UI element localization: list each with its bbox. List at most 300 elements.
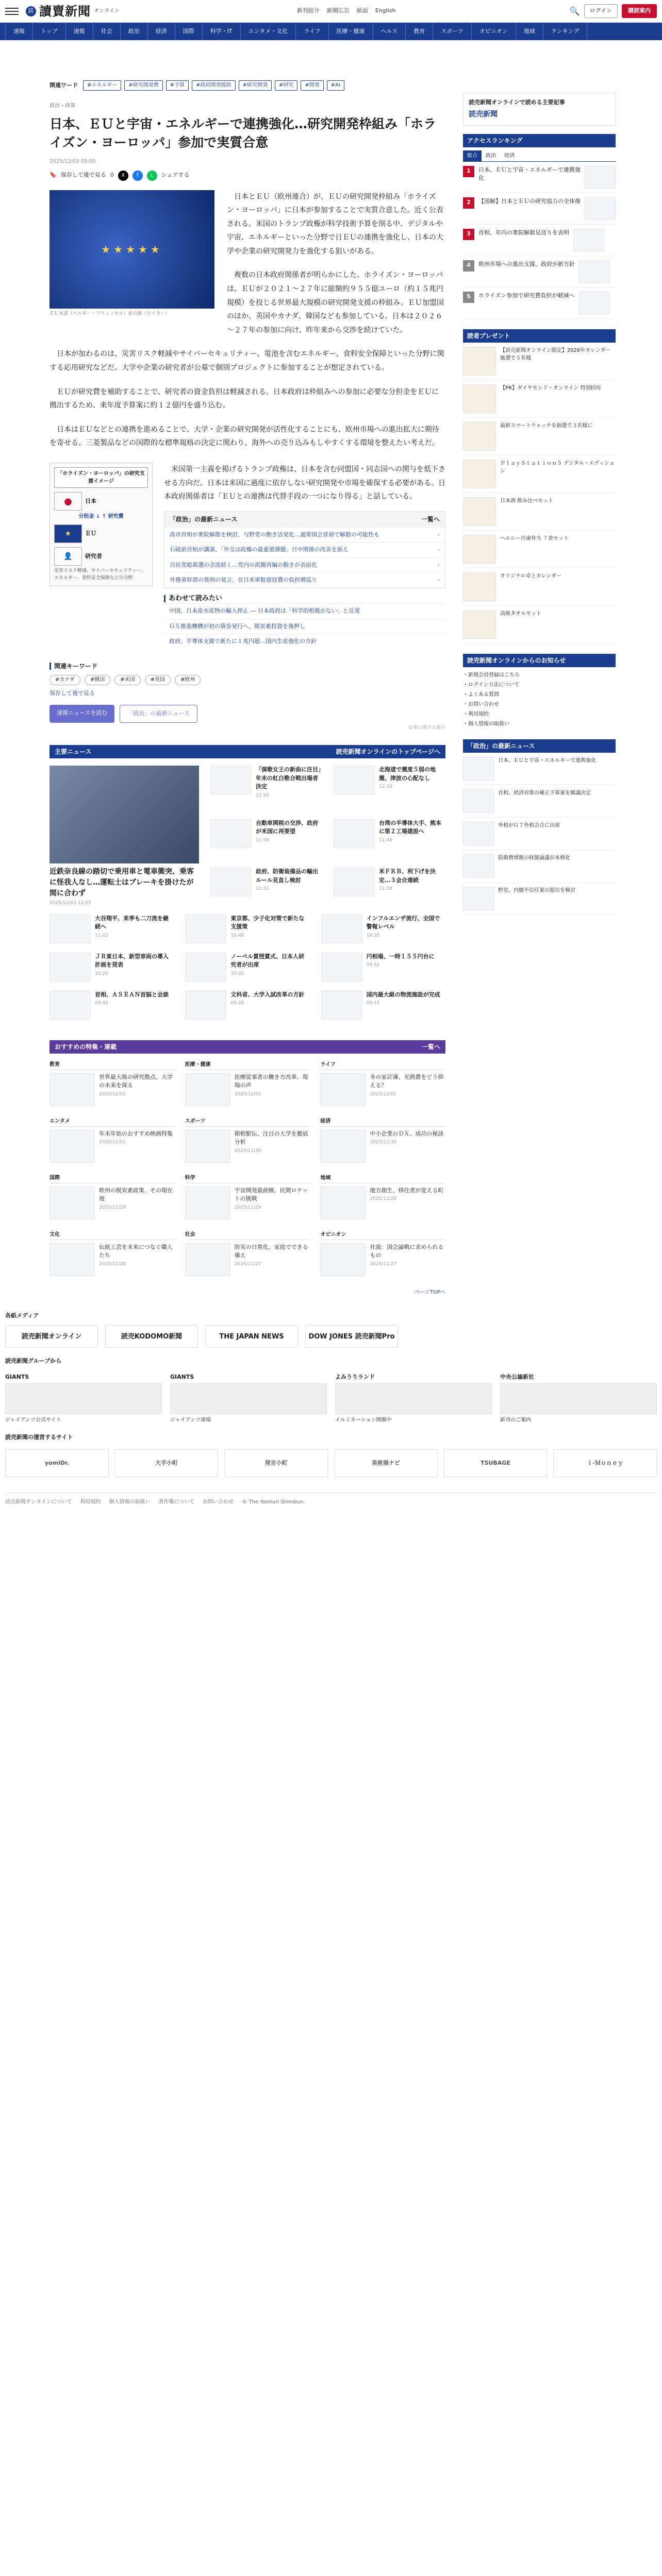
feature-title[interactable]: 防災の日常化、家庭でできる備え bbox=[234, 1243, 308, 1259]
news-thumbnail[interactable] bbox=[334, 868, 375, 896]
news-date: 10:05 bbox=[230, 971, 244, 976]
article-hero bbox=[49, 190, 445, 337]
news-title[interactable]: 政府、防衛装備品の輸出ルール見直し検討 bbox=[256, 868, 318, 884]
news-title[interactable]: 国内最大級の物流施設が完成 bbox=[366, 991, 440, 998]
news-text bbox=[367, 914, 445, 943]
gift-title[interactable]: ヘルシー冷凍弁当 ７食セット bbox=[500, 535, 569, 541]
nav-item[interactable]: 地域 bbox=[516, 23, 543, 40]
news-item[interactable] bbox=[334, 819, 445, 859]
news-title[interactable]: 円相場、一時１５５円台に bbox=[366, 953, 435, 960]
feature-title[interactable]: 宇宙開発最前線、民間ロケットの挑戦 bbox=[234, 1187, 308, 1202]
sidebar bbox=[463, 40, 616, 1296]
latest-title[interactable]: 野党、内閣不信任案の提出を検討 bbox=[498, 887, 575, 893]
features-more[interactable]: 一覧へ bbox=[421, 1043, 440, 1050]
nav-item[interactable]: 速報 bbox=[5, 23, 33, 40]
news-item[interactable] bbox=[49, 953, 174, 981]
feature-title[interactable]: 中小企業のＤＸ、成功の秘訣 bbox=[370, 1130, 444, 1137]
gift-title[interactable]: 最新スマートウォッチを抽選で３名様に bbox=[500, 422, 593, 429]
header-link[interactable]: 新刊紹介 bbox=[296, 7, 320, 14]
group-thumbnail[interactable] bbox=[335, 1383, 492, 1414]
news-thumbnail[interactable] bbox=[185, 953, 226, 981]
news-item[interactable] bbox=[321, 991, 445, 1020]
group-thumbnail[interactable] bbox=[5, 1383, 162, 1414]
ranking-tab[interactable]: 総合 bbox=[463, 150, 482, 161]
group-item-head: GIANTS bbox=[170, 1373, 194, 1380]
feature-category: 科学 bbox=[185, 1174, 310, 1183]
topic-item-title: 中国、日本産水産物の輸入停止 ― 日本政府は「科学的根拠がない」と反発 bbox=[169, 607, 360, 615]
save-later-bottom[interactable]: 保存して後で見る bbox=[49, 689, 95, 697]
nav-item[interactable]: 政治 bbox=[121, 23, 148, 40]
feature-title[interactable]: 箱根駅伝、注目の大学を徹底分析 bbox=[234, 1130, 308, 1146]
feature-title[interactable]: 地方創生、移住者が変える町 bbox=[370, 1187, 444, 1194]
latest-thumbnail[interactable] bbox=[463, 854, 494, 878]
news-text bbox=[256, 819, 322, 859]
nav-item[interactable]: ランキング bbox=[543, 23, 588, 40]
nav-item[interactable]: ヘルス bbox=[373, 23, 406, 40]
feature-body bbox=[320, 1073, 445, 1106]
header-link[interactable]: 紙面 bbox=[356, 7, 368, 14]
news-thumbnail[interactable] bbox=[49, 914, 91, 943]
ranking-number: 1 bbox=[463, 166, 474, 177]
login-button[interactable]: ログイン bbox=[584, 4, 618, 18]
related-tag[interactable]: #政府開発援助 bbox=[192, 80, 235, 91]
share-count: 0 bbox=[110, 172, 114, 179]
nav-item[interactable]: スポーツ bbox=[433, 23, 472, 40]
feature-text bbox=[235, 1243, 310, 1276]
latest-title[interactable]: 防衛費増額の財源論議が本格化 bbox=[498, 855, 570, 861]
group-thumbnail[interactable] bbox=[170, 1383, 327, 1414]
diagram-title: 「ホライズン・ヨーロッパ」の研究支援イメージ bbox=[54, 467, 148, 488]
news-thumbnail[interactable] bbox=[210, 819, 252, 848]
ranking-thumbnail[interactable] bbox=[579, 260, 610, 283]
latest-title[interactable]: 外相がＧ７外相会合に出席 bbox=[498, 822, 560, 828]
feature-text bbox=[370, 1187, 443, 1219]
related-item-title: 外務省幹部の異例の発言、在日米軍駐留経費の負担増巡り bbox=[170, 577, 317, 584]
header-link[interactable]: 新聞広告 bbox=[326, 7, 350, 14]
news-item[interactable] bbox=[321, 914, 445, 943]
feature-thumbnail[interactable] bbox=[49, 1187, 95, 1219]
related-tag[interactable]: #研究開発費 bbox=[124, 80, 162, 91]
related-item[interactable] bbox=[164, 557, 445, 573]
member-link[interactable]: ・ お問い合わせ bbox=[463, 700, 616, 709]
gift-thumbnail[interactable] bbox=[463, 610, 496, 639]
share-more-link[interactable]: シェアする bbox=[161, 172, 190, 179]
news-date: 12:10 bbox=[379, 784, 392, 790]
main-news-more[interactable]: 読売新聞オンラインのトップページへ bbox=[336, 748, 440, 756]
ranking-title[interactable]: ホライズン参加で研究費負担が軽減へ bbox=[478, 292, 575, 299]
gift-title[interactable]: オリジナル卓上カレンダー bbox=[500, 573, 561, 579]
feature-title[interactable]: 社説：国会論戦に求められるもの bbox=[370, 1243, 444, 1259]
news-date: 10:20 bbox=[95, 971, 108, 976]
news-thumbnail[interactable] bbox=[185, 991, 226, 1020]
ranking-title[interactable]: 欧州市場への進出支援、政府が新方針 bbox=[478, 260, 575, 267]
site-logo[interactable]: 大手小町 bbox=[115, 1449, 219, 1477]
news-thumbnail[interactable] bbox=[334, 766, 375, 794]
feature-item[interactable] bbox=[185, 1174, 310, 1219]
feature-thumbnail[interactable] bbox=[320, 1130, 366, 1163]
features-head: おすすめの特集・連載 bbox=[55, 1043, 117, 1050]
news-text bbox=[230, 953, 309, 981]
news-item[interactable] bbox=[321, 953, 445, 981]
member-link[interactable]: ・ ログイン方法について bbox=[463, 680, 616, 690]
article-continuation bbox=[164, 463, 445, 649]
news-thumbnail[interactable] bbox=[210, 766, 252, 794]
save-later-link[interactable]: 保存して後で見る bbox=[60, 172, 106, 179]
related-item[interactable] bbox=[164, 572, 445, 588]
feature-title[interactable]: 伝統工芸を未来につなぐ職人たち bbox=[99, 1243, 173, 1259]
latest-thumbnail[interactable] bbox=[463, 789, 494, 813]
site-logo[interactable]: yomiDr. bbox=[5, 1449, 109, 1477]
news-item[interactable] bbox=[185, 991, 309, 1020]
search-icon[interactable]: 🔍 bbox=[569, 6, 580, 16]
latest-item[interactable] bbox=[463, 818, 616, 850]
menu-icon[interactable] bbox=[5, 5, 19, 18]
news-item[interactable] bbox=[210, 819, 322, 859]
feature-title[interactable]: 冬の家計簿、光熱費をどう抑える？ bbox=[370, 1073, 444, 1089]
member-link[interactable]: ・ 利用規約 bbox=[463, 709, 616, 719]
feature-title[interactable]: 医療従事者の働き方改革、現場の声 bbox=[234, 1073, 308, 1089]
feature-thumbnail[interactable] bbox=[49, 1073, 95, 1106]
nav-item[interactable]: 経済 bbox=[148, 23, 175, 40]
news-thumbnail[interactable] bbox=[334, 819, 375, 848]
ranking-item[interactable] bbox=[463, 193, 616, 225]
gift-title[interactable]: 高級タオルセット bbox=[500, 611, 541, 617]
news-title[interactable]: ＪＲ東日本、新型車両の導入計画を発表 bbox=[95, 953, 169, 969]
group-thumbnail[interactable] bbox=[500, 1383, 657, 1414]
footer-link[interactable]: 利用規約 bbox=[80, 1499, 101, 1505]
feature-title[interactable]: 欧州の脱炭素政策、その現在地 bbox=[99, 1187, 173, 1202]
ranking-thumbnail[interactable] bbox=[579, 292, 610, 314]
footer-link[interactable]: 著作権について bbox=[158, 1499, 195, 1505]
report-link[interactable]: 記事に関する報告 bbox=[408, 725, 445, 731]
nav-item[interactable]: 教育 bbox=[406, 23, 433, 40]
line-share-icon[interactable]: L bbox=[147, 171, 157, 181]
related-tag[interactable]: #開発 bbox=[301, 80, 323, 91]
group-item[interactable] bbox=[5, 1373, 162, 1425]
media-head: 各紙メディア bbox=[5, 1312, 39, 1319]
site-logo[interactable] bbox=[26, 2, 120, 21]
related-tag[interactable]: #研究 bbox=[275, 80, 297, 91]
footer-link[interactable]: 読売新聞オンラインについて bbox=[5, 1499, 72, 1505]
news-title[interactable]: 「演歌女王の新曲に注目」年末の紅白歌合戦出場者決定 bbox=[256, 766, 321, 790]
news-title[interactable]: 大谷翔平、来季も二刀流を継続へ bbox=[95, 914, 169, 930]
news-item[interactable] bbox=[210, 766, 322, 810]
top-story[interactable] bbox=[49, 766, 199, 907]
latest-item[interactable] bbox=[463, 883, 616, 915]
feature-text bbox=[235, 1187, 310, 1219]
group-item-head: GIANTS bbox=[5, 1373, 29, 1380]
ranking-thumbnail[interactable] bbox=[585, 197, 616, 220]
gift-thumbnail[interactable] bbox=[463, 497, 496, 526]
related-tag[interactable]: #エネルギー bbox=[83, 80, 121, 91]
footer-link[interactable]: © The Yomiuri Shimbun. bbox=[242, 1499, 305, 1505]
feature-thumbnail[interactable] bbox=[185, 1187, 230, 1219]
ranking-title[interactable]: 首相、年内の衆院解散見送りを表明 bbox=[478, 229, 569, 236]
nav-item[interactable]: 国際 bbox=[175, 23, 203, 40]
topic-item[interactable] bbox=[164, 603, 445, 619]
nav-item[interactable]: ライフ bbox=[296, 23, 328, 40]
news-thumbnail[interactable] bbox=[321, 914, 362, 943]
keyword-tag[interactable]: #韓国 bbox=[85, 675, 110, 685]
latest-title[interactable]: 日本、ＥＵと宇宙・エネルギーで連携強化 bbox=[498, 757, 596, 764]
news-item[interactable] bbox=[185, 914, 309, 943]
keyword-tag[interactable]: #米国 bbox=[114, 675, 140, 685]
topic-item-title: 政府、半導体支援で新たに１兆円超…国内生産強化の方針 bbox=[169, 638, 317, 645]
ranking-tab[interactable]: 経済 bbox=[504, 152, 515, 159]
member-link[interactable]: ・ 個人情報の取扱い bbox=[463, 719, 616, 729]
latest-item[interactable] bbox=[463, 785, 616, 818]
nav-item[interactable]: エンタメ・文化 bbox=[241, 23, 296, 40]
feature-text bbox=[99, 1073, 175, 1106]
news-thumbnail[interactable] bbox=[321, 991, 362, 1020]
article-lead bbox=[227, 190, 445, 337]
bookmark-icon[interactable]: 🔖 bbox=[49, 172, 57, 179]
feature-item[interactable] bbox=[320, 1117, 445, 1163]
news-date: 11:02 bbox=[95, 933, 108, 938]
news-title[interactable]: 東京都、少子化対策で新たな支援策 bbox=[230, 914, 305, 930]
feature-date: 2025/11/30 bbox=[370, 1140, 397, 1145]
chevron-right-icon: › bbox=[437, 577, 440, 584]
keyword-tag[interactable]: #カナダ bbox=[49, 675, 80, 685]
ranking-number: 4 bbox=[463, 260, 474, 272]
news-item[interactable] bbox=[49, 991, 174, 1020]
nav-item[interactable]: トップ bbox=[33, 23, 66, 40]
feature-category: ライフ bbox=[320, 1061, 445, 1070]
topic-item[interactable] bbox=[164, 634, 445, 649]
gift-thumbnail[interactable] bbox=[463, 535, 496, 564]
feature-thumbnail[interactable] bbox=[185, 1073, 230, 1106]
news-title[interactable]: インフルエンザ流行、全国で警報レベル bbox=[366, 914, 440, 930]
feature-item[interactable] bbox=[185, 1061, 310, 1106]
nav-item[interactable]: 科学・IT bbox=[203, 23, 241, 40]
feature-text bbox=[370, 1243, 445, 1276]
group-item[interactable] bbox=[335, 1373, 492, 1425]
group-head: 読売新聞グループから bbox=[5, 1358, 62, 1365]
news-title[interactable]: 米ＦＲＢ、利下げを決定…３会合連続 bbox=[379, 868, 436, 884]
ranking-item[interactable] bbox=[463, 287, 616, 319]
diagram-japan-label: 日本 bbox=[85, 497, 96, 504]
feature-item[interactable] bbox=[49, 1061, 175, 1106]
related-words bbox=[49, 80, 445, 91]
news-item[interactable] bbox=[334, 868, 445, 907]
gift-title[interactable]: 【PR】ダイヤモンド・オンライン 特別招待 bbox=[500, 385, 601, 391]
news-title[interactable]: 自動車関税の交渉、政府が米国に再要望 bbox=[256, 819, 318, 835]
feature-item[interactable] bbox=[320, 1061, 445, 1106]
header-link[interactable]: English bbox=[375, 7, 396, 14]
gift-title[interactable]: 日本酒 飲み比べセット bbox=[500, 498, 554, 504]
news-date: 11:40 bbox=[379, 837, 392, 843]
media-logo[interactable]: 読売新聞オンライン bbox=[5, 1325, 98, 1348]
footer-link[interactable]: お問い合わせ bbox=[203, 1499, 234, 1505]
main-column bbox=[49, 40, 445, 1296]
site-logo[interactable]: 発言小町 bbox=[224, 1449, 328, 1477]
read-breaking-button[interactable]: 速報ニュースを読む bbox=[49, 705, 114, 723]
ranking-tab[interactable]: 政治 bbox=[486, 152, 496, 159]
global-nav bbox=[0, 23, 662, 40]
feature-title[interactable]: 世界最大級の研究拠点、大学の未来を探る bbox=[99, 1073, 173, 1089]
promo-title: 読売新聞オンラインで読める主要記事 bbox=[469, 99, 565, 106]
features-bar bbox=[49, 1040, 445, 1054]
site-logo[interactable]: TSUBAGE bbox=[444, 1449, 548, 1477]
related-item[interactable] bbox=[164, 527, 445, 543]
feature-thumbnail[interactable] bbox=[49, 1243, 95, 1276]
article-title: 日本、ＥＵと宇宙・エネルギーで連携強化…研究開発枠組み「ホライズン・ヨーロッパ」参加で実質合意 bbox=[49, 116, 437, 150]
news-title[interactable]: 首相、ＡＳＥＡＮ首脳と会談 bbox=[95, 991, 169, 998]
breadcrumb[interactable]: 政治 › 政策 bbox=[49, 103, 76, 109]
feature-text bbox=[99, 1243, 175, 1276]
ranking-thumbnail[interactable] bbox=[573, 229, 604, 251]
diagram-note: 災害リスク軽減、サイバーセキュリティー、エネルギー、食料安全保障などの分野 bbox=[54, 568, 146, 581]
keyword-tag[interactable]: #英国 bbox=[145, 675, 171, 685]
news-title[interactable]: 台湾の半導体大手、熊本に第２工場建設へ bbox=[379, 819, 441, 835]
diagram-and-related bbox=[49, 463, 445, 649]
ranking-title[interactable]: 【図解】日本とＥＵの研究協力の全体像 bbox=[478, 197, 581, 205]
feature-title[interactable]: 年末年始のおすすめ映画特集 bbox=[99, 1130, 173, 1137]
related-tag[interactable]: #研究開発 bbox=[239, 80, 272, 91]
feature-thumbnail[interactable] bbox=[320, 1243, 366, 1276]
news-date: 09:40 bbox=[95, 1001, 108, 1006]
ranking-item[interactable] bbox=[463, 225, 616, 256]
news-title[interactable]: ノーベル賞授賞式、日本人研究者が出席 bbox=[230, 953, 304, 969]
news-thumbnail[interactable] bbox=[321, 953, 362, 981]
feature-category: オピニオン bbox=[320, 1231, 445, 1240]
related-words-label: 関連ワード bbox=[49, 81, 78, 89]
latest-thumbnail[interactable] bbox=[463, 822, 494, 845]
news-thumbnail[interactable] bbox=[185, 914, 226, 943]
ranking-item[interactable] bbox=[463, 256, 616, 287]
latest-thumbnail[interactable] bbox=[463, 887, 494, 910]
group-item-head: 中央公論新社 bbox=[500, 1373, 534, 1380]
media-logo[interactable]: DOW JONES 読売新聞Pro bbox=[305, 1325, 398, 1348]
member-link[interactable]: ・ 新規会員登録はこちら bbox=[463, 670, 616, 680]
feature-date: 2025/11/29 bbox=[99, 1205, 126, 1210]
feature-item[interactable] bbox=[49, 1174, 175, 1219]
gift-item[interactable] bbox=[463, 418, 616, 455]
group-item-title[interactable]: イルミネーション開催中 bbox=[335, 1417, 392, 1423]
gift-item[interactable] bbox=[463, 343, 616, 380]
group-item[interactable] bbox=[170, 1373, 327, 1425]
news-title[interactable]: 北海道で震度５弱の地震、津波の心配なし bbox=[379, 766, 436, 782]
news-thumbnail[interactable] bbox=[210, 868, 252, 896]
feature-item[interactable] bbox=[320, 1231, 445, 1276]
feature-thumbnail[interactable] bbox=[185, 1243, 230, 1276]
news-item[interactable] bbox=[210, 868, 322, 907]
feature-date: 2025/12/02 bbox=[99, 1091, 126, 1097]
feature-thumbnail[interactable] bbox=[185, 1130, 230, 1163]
site-logo[interactable]: 美術展ナビ bbox=[334, 1449, 438, 1477]
latest-item[interactable] bbox=[463, 850, 616, 883]
gift-item[interactable] bbox=[463, 606, 616, 643]
feature-item[interactable] bbox=[185, 1231, 310, 1276]
member-head: 読売新聞オンラインからのお知らせ bbox=[463, 654, 616, 667]
nav-item[interactable]: オピニオン bbox=[472, 23, 516, 40]
feature-body bbox=[49, 1187, 175, 1219]
ranking-item[interactable] bbox=[463, 162, 616, 193]
ranking-title[interactable]: 日本、ＥＵと宇宙・エネルギーで連携強化 bbox=[478, 166, 581, 181]
gift-thumbnail[interactable] bbox=[463, 460, 496, 488]
feature-thumbnail[interactable] bbox=[320, 1073, 366, 1106]
top-story-image[interactable] bbox=[49, 766, 199, 863]
media-logo[interactable]: 読売KODOMO新聞 bbox=[105, 1325, 198, 1348]
related-tag[interactable]: #AI bbox=[327, 80, 344, 91]
x-share-icon[interactable]: X bbox=[118, 171, 128, 181]
ranking-thumbnail[interactable] bbox=[585, 166, 616, 189]
topic-item[interactable] bbox=[164, 619, 445, 634]
group-item[interactable] bbox=[500, 1373, 657, 1425]
news-item[interactable] bbox=[49, 914, 174, 943]
gift-thumbnail[interactable] bbox=[463, 384, 496, 413]
site-footer bbox=[0, 1312, 662, 1506]
latest-item[interactable] bbox=[463, 753, 616, 785]
latest-title[interactable]: 首相、経済対策の補正予算案を閣議決定 bbox=[498, 790, 591, 796]
feature-item[interactable] bbox=[185, 1117, 310, 1163]
related-item[interactable] bbox=[164, 542, 445, 557]
feature-item[interactable] bbox=[49, 1117, 175, 1163]
group-item-title[interactable]: ジャイアンツ公式サイト bbox=[5, 1417, 61, 1423]
gift-item[interactable] bbox=[463, 568, 616, 606]
latest-thumbnail[interactable] bbox=[463, 757, 494, 781]
gift-title[interactable]: 【読売新聞オンライン限定】2026年カレンダー 抽選で５名様 bbox=[500, 347, 611, 361]
subscribe-button[interactable]: 購読案内 bbox=[622, 4, 657, 18]
news-title[interactable]: 文科省、大学入試改革の方針 bbox=[230, 991, 305, 998]
group-item-title[interactable]: ジャイアンツ球場 bbox=[170, 1417, 211, 1423]
gift-title[interactable]: ＰｌａｙＳｔａｔｉｏｎ５ デジタル・エディション bbox=[500, 460, 615, 474]
gift-item[interactable] bbox=[463, 380, 616, 418]
japan-flag-icon: ● bbox=[54, 492, 82, 511]
feature-text bbox=[235, 1130, 310, 1163]
nav-item[interactable]: 社会 bbox=[93, 23, 121, 40]
gift-item[interactable] bbox=[463, 455, 616, 493]
feature-text bbox=[235, 1073, 310, 1106]
latest-politics-button[interactable]: 「政治」の最新ニュース bbox=[120, 705, 197, 723]
nav-item[interactable]: 速報 bbox=[66, 23, 93, 40]
nav-item[interactable]: 医療・健康 bbox=[329, 23, 373, 40]
sidebar-promo[interactable] bbox=[463, 93, 616, 126]
page-top-link[interactable]: ページTOPへ bbox=[415, 1289, 445, 1295]
feature-thumbnail[interactable] bbox=[49, 1130, 95, 1163]
gift-thumbnail[interactable] bbox=[463, 347, 496, 376]
facebook-share-icon[interactable]: f bbox=[133, 171, 143, 181]
keyword-tag[interactable]: #欧州 bbox=[175, 675, 201, 685]
news-item[interactable] bbox=[334, 766, 445, 810]
gift-item[interactable] bbox=[463, 493, 616, 531]
gift-item[interactable] bbox=[463, 531, 616, 568]
gift-thumbnail[interactable] bbox=[463, 572, 496, 601]
feature-date: 2025/11/28 bbox=[370, 1196, 397, 1202]
top-story-title[interactable]: 近鉄奈良線の踏切で乗用車と電車衝突、乗客に怪我人なし…運転士はブレーキを掛けたが間に合わず bbox=[49, 868, 194, 898]
feature-item[interactable] bbox=[320, 1174, 445, 1219]
related-item-title: 自民党総裁選の余波続く…党内の派閥再編の動きが表面化 bbox=[170, 561, 317, 568]
gift-thumbnail[interactable] bbox=[463, 422, 496, 451]
logo-text: 讀賣新聞 bbox=[39, 3, 91, 19]
news-thumbnail[interactable] bbox=[49, 991, 91, 1020]
related-tag[interactable]: #予算 bbox=[166, 80, 189, 91]
media-logo[interactable]: THE JAPAN NEWS bbox=[205, 1325, 298, 1348]
member-link[interactable]: ・ よくある質問 bbox=[463, 690, 616, 700]
feature-thumbnail[interactable] bbox=[320, 1187, 366, 1219]
feature-date: 2025/12/02 bbox=[234, 1091, 261, 1097]
news-thumbnail[interactable] bbox=[49, 953, 91, 981]
footer-link[interactable]: 個人情報の取扱い bbox=[109, 1499, 151, 1505]
group-item-title[interactable]: 新刊のご案内 bbox=[500, 1417, 531, 1423]
feature-category: スポーツ bbox=[185, 1117, 310, 1127]
main-news-head: 主要ニュース bbox=[55, 748, 92, 756]
hero-image bbox=[49, 190, 214, 309]
latest-politics-more[interactable]: 一覧へ bbox=[421, 515, 440, 523]
feature-item[interactable] bbox=[49, 1231, 175, 1276]
site-logo[interactable]: ｉ-Ｍｏｎｅｙ bbox=[553, 1449, 657, 1477]
news-item[interactable] bbox=[185, 953, 309, 981]
